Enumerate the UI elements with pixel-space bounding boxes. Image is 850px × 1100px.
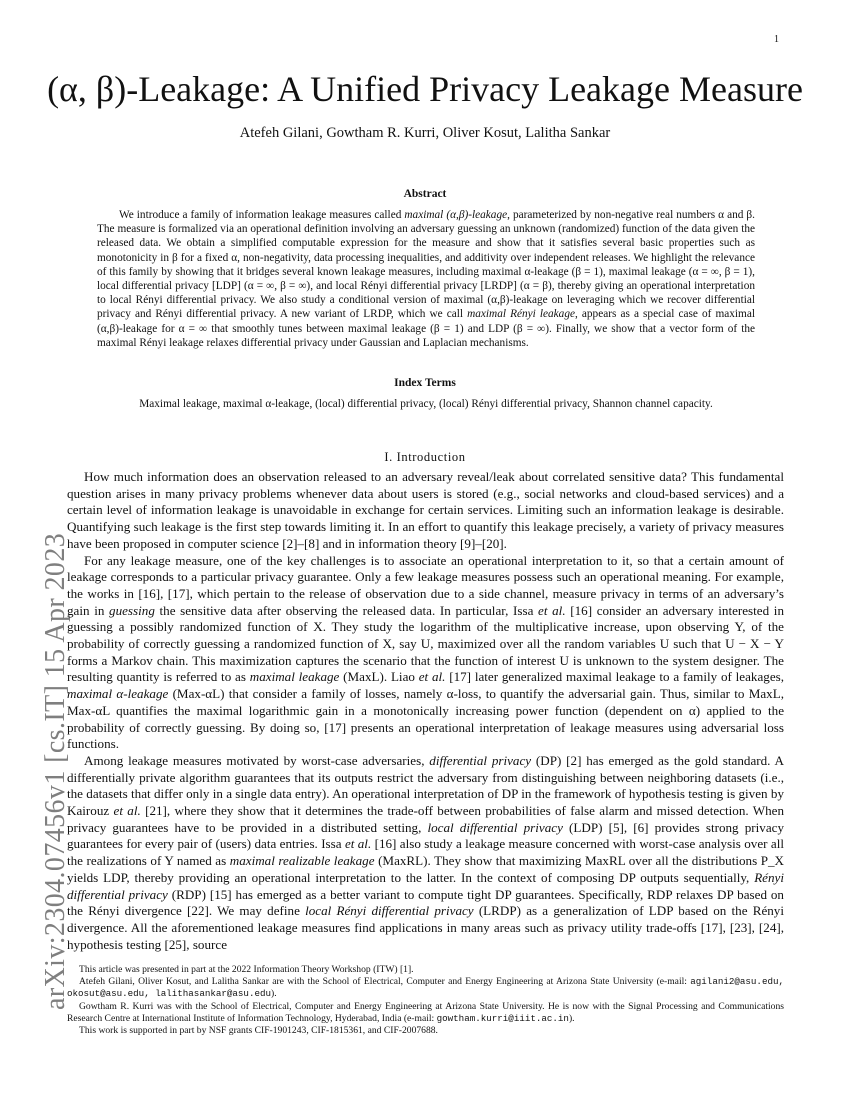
- footnote-presentation: This article was presented in part at the 2022 Information Theory Workshop (ITW) [1].: [79, 964, 414, 975]
- author-list: Atefeh Gilani, Gowtham R. Kurri, Oliver Kosut, Lalitha Sankar: [239, 125, 611, 141]
- arxiv-identifier-stamp: arXiv:2304.07456v1 [cs.IT] 15 Apr 2023: [40, 532, 71, 1010]
- author-emails[interactable]: agilani2@asu.edu, okosut@asu.edu, lalithasankar@asu.edu: [67, 976, 784, 1000]
- footnote-funding: This work is supported in part by NSF grants CIF-1901243, CIF-1815361, and CIF-2007688.: [79, 1025, 438, 1037]
- footnote-affiliation-iiit: Gowtham R. Kurri was with the School of Electrical, Computer and Energy Engineering at Arizona State University. He is now with the Signal Processing and Communications Research Centre at International Institute of Information Technology, Hyderabad, India (e-mail: gowtham.kurri@iiit.ac.in).: [67, 1000, 784, 1024]
- abstract-heading: Abstract: [403, 188, 447, 200]
- author-email-kurri[interactable]: gowtham.kurri@iiit.ac.in: [436, 1012, 569, 1024]
- index-terms-text: Maximal leakage, maximal α-leakage, (local) differential privacy, (local) Rényi differential privacy, Shannon channel capacity.: [139, 398, 713, 410]
- section-heading-introduction: I. Introduction: [384, 450, 466, 464]
- introduction-body: [67, 469, 784, 953]
- page-number: 1: [774, 34, 779, 45]
- abstract-text: We introduce a family of information leakage measures called maximal (α,β)-leakage, parameterized by non-negative real numbers α and β. The measure is formalized via an operational definition involving an adversary guessing an unknown (randomized) function of the data given the released data. We obtain a simplified computable expression for the measure and show that it satisfies several basic properties such as monotonicity in β for a fixed α, non-negativity, data processing inequalities, and additivity over independent releases. We highlight the relevance of this family by showing that it bridges several known leakage measures, including maximal α-leakage (β = 1), maximal leakage (α = ∞, β = 1), local differential privacy [LDP] (α = ∞, β = ∞), and local Rényi differential privacy [LRDP] (α = β), thereby giving an operational interpretation to local Rényi differential privacy. We also study a conditional version of maximal (α,β)-leakage on leveraging which we recover differential privacy and Rényi differential privacy. A new variant of LRDP, which we call maximal Rényi leakage, appears as a special case of maximal (α,β)-leakage for α = ∞ that smoothly tunes between maximal leakage (β = 1) and LDP (β = ∞). Finally, we show that a vector form of the maximal Rényi leakage relaxes differential privacy under Gaussian and Laplacian mechanisms.: [97, 209, 756, 349]
- paragraph-3: Among leakage measures motivated by worst-case adversaries, differential privacy (DP) [2] has emerged as the gold standard. A differentially private algorithm guarantees that its outputs restrict the adversary from distinguishing between neighboring datasets (i.e., the datasets that differ only in a single data entry). An operational interpretation of DP in the framework of hypothesis testing is given by Kairouz et al. [21], where they show that it determines the trade-off between probabilities of false alarm and missed detection. When privacy guarantees have to be provided in a distributed setting, local differential privacy (LDP) [5], [6] provides strong privacy guarantees for every pair of (users) data entries. Issa et al. [16] also study a leakage measure concerned with worst-case analysis over all the realizations of Y named as maximal realizable leakage (MaxRL). They show that maximizing MaxRL over all the distributions P_X yields LDP, thereby providing an operational interpretation to the latter. In the context of composing DP outputs sequentially, Rényi differential privacy (RDP) [15] has emerged as a better variant to compute tight DP guarantees. Specifically, RDP relaxes DP based on the Rényi divergence [22]. We may define local Rényi differential privacy (LRDP) as a generalization of LDP based on the Rényi divergence. All the aforementioned leakage measures find applications in many areas such as privacy utility trade-offs [17], [23], [24], hypothesis testing [25], source: [67, 752, 785, 952]
- footnotes: [67, 964, 784, 1037]
- paragraph-2: For any leakage measure, one of the key challenges is to associate an operational interpretation to it, so that a certain amount of leakage corresponds to a particular privacy guarantee. Only a few leakage measures possess such an operational meaning. For example, the works in [16], [17], which pertain to the release of observation due to a side channel, measure privacy in terms of an adversary’s gain in guessing the sensitive data after observing the released data. In particular, Issa et al. [16] consider an adversary interested in guessing a possibly randomized function of X. They study the logarithm of the multiplicative increase, upon observing Y, of the probability of correctly guessing a randomized function of X, say U, maximized over all the random variables U such that U − X − Y forms a Markov chain. This maximization captures the scenario that the function of interest U is unknown to the system designer. The resulting quantity is referred to as maximal leakage (MaxL). Liao et al. [17] later generalized maximal leakage to a family of leakages, maximal α-leakage (Max-αL) that consider a family of losses, namely α-loss, to quantify the adversarial gain. Thus, similar to MaxL, Max-αL quantifies the maximal logarithmic gain in a monotonically increasing power function (dependent on α) applied to the probability of correctly guessing. By doing so, [17] presents an operational interpretation of leakage measures using adversarial loss functions.: [67, 552, 784, 752]
- paragraph-1: How much information does an observation released to an adversary reveal/leak about correlated sensitive data? This fundamental question arises in many privacy problems whenever data about users is stored (e.g., social networks and cloud-based services) and a certain level of information leakage is unavoidable in exchange for certain services. Limiting such an information leakage is desirable. Quantifying such leakage is the first step towards limiting it. In an effort to quantify this leakage precisely, a variety of privacy measures have been proposed in computer science [2]–[8] and in information theory [9]–[20].: [67, 469, 784, 551]
- footnote-affiliation-asu: Atefeh Gilani, Oliver Kosut, and Lalitha Sankar are with the School of Electrical, Computer and Energy Engineering at Arizona State University (e-mail: agilani2@asu.edu, okosut@asu.edu, lalithasankar@asu.edu).: [67, 976, 784, 1000]
- paper-title: (α, β)-Leakage: A Unified Privacy Leakage Measure: [47, 69, 803, 109]
- index-terms-heading: Index Terms: [394, 377, 456, 389]
